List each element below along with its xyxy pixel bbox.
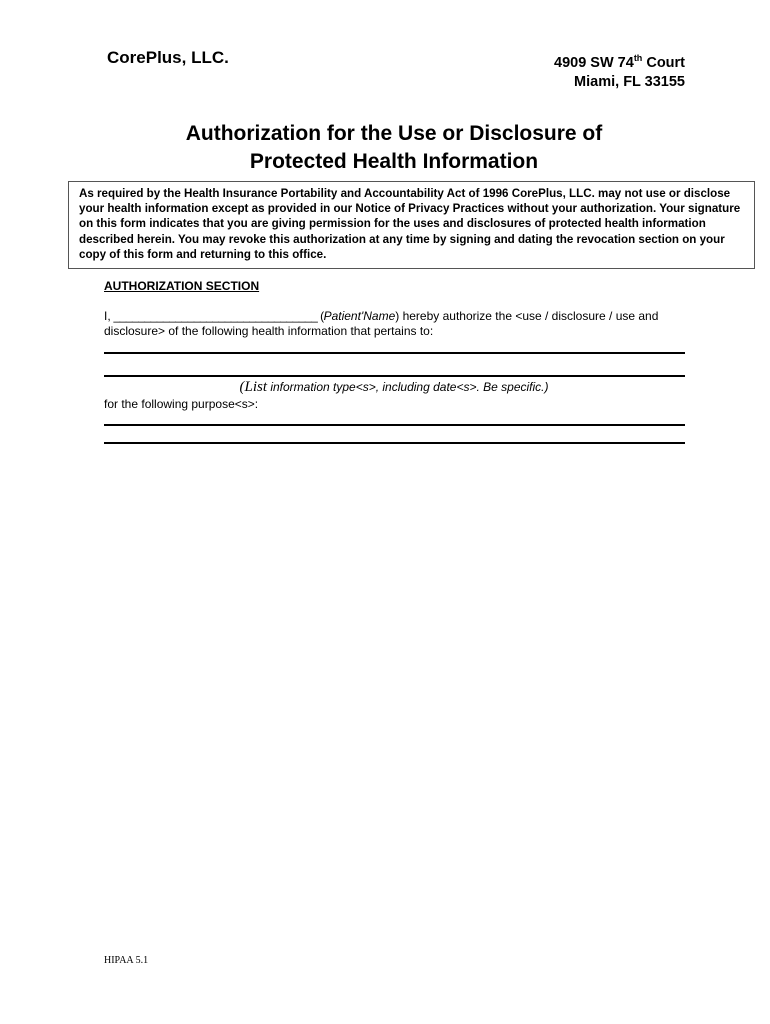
authorization-section-heading: AUTHORIZATION SECTION [104,279,260,293]
info-type-line-1[interactable] [104,352,685,354]
authorization-statement: I, _________________________________ (Patient'Name) hereby authorize the <use / disclosure / use and disclosure> of the following health information that pertains to: [104,309,659,338]
purpose-line-1[interactable] [104,424,685,426]
purpose-line-2[interactable] [104,442,685,444]
company-address [554,49,685,92]
address-line-1: 4909 SW 74th Court [554,53,685,71]
form-title: Authorization for the Use or Disclosure of Protected Health Information [185,122,603,173]
purpose-label: for the following purpose<s>: [104,397,259,411]
patient-name-blank[interactable]: _________________________________ ( [110,309,324,323]
address-line-2: Miami, FL 33155 [574,73,685,90]
info-type-instruction: (List information type<s>, including date<s>. Be specific.) [239,379,549,395]
info-type-line-2[interactable] [104,375,685,377]
company-name: CorePlus, LLC. [107,48,229,67]
hipaa-notice-box: As required by the Health Insurance Portability and Accountability Act of 1996 CorePlus, LLC. may not use or disclose your health information except as provided in our Notice of Privacy Practices without your authorization. Your signature on this form indicates that you are giving permission for the uses and disclosures of protected health information described herein. You may revoke this authorization at any time by signing and dating the revocation section on your copy of this form and returning to this office. [68,181,755,269]
form-code-footer: HIPAA 5.1 [104,955,149,966]
